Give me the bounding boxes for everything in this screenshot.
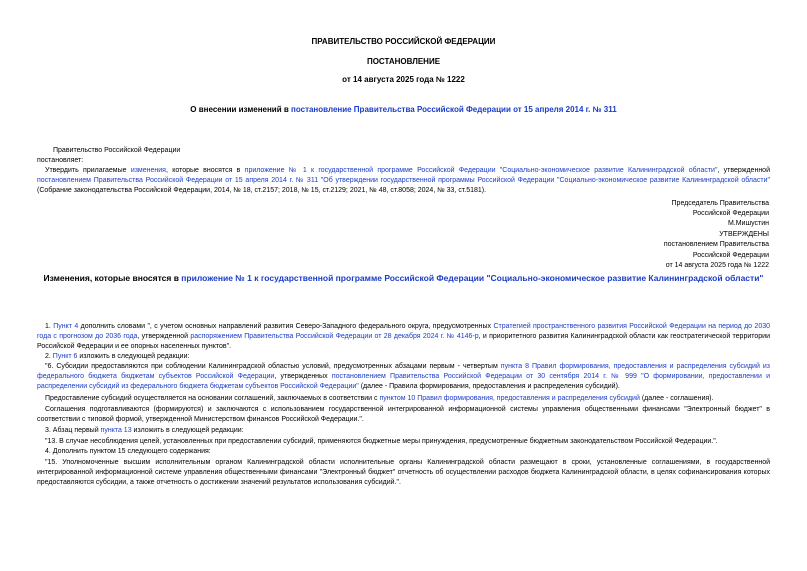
- changes-title-prefix: Изменения, которые вносятся в: [43, 273, 182, 283]
- intro-text-d: (Собрание законодательства Российской Федерации, 2014, № 18, ст.2157; 2018, № 15, ст.2129; 2021, № 48, ст.8058; 2024, № 33, ст.5181).: [37, 187, 487, 194]
- point-6-paragraph-2: [37, 394, 770, 404]
- item-1-text-c: , и приоритетного развития Калининградской области как геостратегической территории Российской Федерации и ее опорных населенных пунктов".: [37, 333, 770, 350]
- item-2-num: 2.: [45, 353, 53, 360]
- point-4-link[interactable]: Пункт 4: [53, 323, 79, 330]
- date-number-heading: от 14 августа 2025 года № 1222: [342, 75, 465, 84]
- subject-prefix: О внесении изменений в: [190, 105, 291, 114]
- point-6-p2-text-b: (далее - соглашения).: [639, 395, 714, 402]
- rules-point-10-link[interactable]: пунктом 10 Правил формирования, предоставления и распределения субсидий: [379, 395, 640, 402]
- intro-paragraph: [37, 166, 770, 196]
- item-3-text-a: 3. Абзац первый: [45, 427, 101, 434]
- changes-title-link[interactable]: приложение № 1 к государственной программе Российской Федерации "Социально-экономическое развитие Калининградской области": [181, 273, 764, 283]
- item-3-text-b: изложить в следующей редакции:: [131, 427, 244, 434]
- signature-position: Председатель Правительства: [671, 200, 769, 207]
- resolution-311-link[interactable]: постановлением Правительства Российской Федерации от 15 апреля 2014 г. № 311 "Об утверждении государственной программы Российской Федерации "Социально-экономическое развитие Калининградской области": [37, 177, 770, 184]
- resolution-999-link[interactable]: постановлением Правительства Российской Федерации от 30 сентября 2014 г. № 999 "О формировании, предоставлении и распределении субсидий из федерального бюджета бюджетам субъектов Российской Федерации": [37, 373, 771, 390]
- point-6-paragraph-3: Соглашения подготавливаются (формируются) и заключаются с использованием государственной интегрированной информационной системы управления общественными финансами "Электронный бюджет" в соответствии с типовой формой, утвержденной Министерством финансов Российской Федерации.".: [37, 406, 770, 423]
- intro-line-1: Правительство Российской Федерации: [53, 147, 181, 154]
- item-4: 4. Дополнить пунктом 15 следующего содержания:: [45, 448, 211, 455]
- intro-text-b: , которые вносятся в: [165, 167, 245, 174]
- appendix-link[interactable]: приложение № 1 к государственной программе Российской Федерации "Социально-экономическое развитие Калининградской области": [244, 167, 718, 174]
- point-6-p2-text-a: Предоставление субсидий осуществляется на основании соглашений, заключаемых в соответствии с: [45, 395, 380, 402]
- changes-link[interactable]: изменения: [130, 167, 166, 174]
- point-13-link[interactable]: пункта 13: [100, 427, 132, 434]
- changes-title: [37, 273, 770, 284]
- point-15-text: "15. Уполномоченные высшим исполнительным органом Калининградской области исполнительные органы Калининградской области размещают в сроки, установленные соглашениями, в государственной интегрированной информационной системе управления общественными финансами "Электронный бюджет" отчетность об осуществлении расходов бюджета Калининградской области, в целях софинансирования которых предоставляются субсидии, а также отчетность о достижении значений результатов использования субсидий.".: [37, 459, 770, 486]
- point-6-text-a: "6. Субсидии предоставляются при соблюдении Калининградской областью условий, предусмотренных абзацами первым - четвертым: [45, 363, 501, 370]
- intro-text-a: Утвердить прилагаемые: [45, 167, 131, 174]
- org-heading: ПРАВИТЕЛЬСТВО РОССИЙСКОЙ ФЕДЕРАЦИИ: [311, 37, 496, 46]
- item-1-text-a: дополнить словами ", с учетом основных направлений развития Северо-Западного федерального округа, предусмотренных: [78, 323, 494, 330]
- point-6-text-b: , утвержденных: [274, 373, 332, 380]
- item-3: [37, 426, 770, 436]
- approved-label: УТВЕРЖДЕНЫ: [719, 231, 769, 238]
- intro-text-c: , утвержденной: [717, 167, 770, 174]
- signature-name: М.Мишустин: [727, 220, 769, 227]
- strategy-link[interactable]: Стратегией пространственного развития Российской Федерации на период до 2030 года с прогнозом до 2036 года: [37, 323, 771, 340]
- approved-org: Российской Федерации: [692, 252, 769, 259]
- point-6-text-c: (далее - Правила формирования, предоставления и распределения субсидий).: [358, 383, 620, 390]
- point-6-link[interactable]: Пункт 6: [52, 353, 78, 360]
- item-1-text-b: , утвержденной: [137, 333, 191, 340]
- rules-point-8-link[interactable]: пункта 8 Правил формирования, предоставления и распределения субсидий из федерального бюджета бюджетам субъектов Российской Федерации: [37, 363, 770, 380]
- subject-heading: [0, 105, 807, 115]
- approved-date: от 14 августа 2025 года № 1222: [665, 262, 769, 269]
- signature-org: Российской Федерации: [692, 210, 769, 217]
- approved-by: постановлением Правительства: [663, 241, 769, 248]
- intro-line-2: постановляет:: [37, 157, 84, 164]
- doc-type-heading: ПОСТАНОВЛЕНИЕ: [366, 57, 441, 66]
- point-13-text: "13. В случае несоблюдения целей, установленных при предоставлении субсидий, применяются бюджетные меры принуждения, предусмотренные бюджетным законодательством Российской Федерации.".: [45, 438, 718, 445]
- item-2: [37, 352, 770, 362]
- item-1: [37, 322, 770, 352]
- subject-link[interactable]: постановление Правительства Российской Федерации от 15 апреля 2014 г. № 311: [291, 105, 617, 114]
- point-6-text: [37, 362, 770, 392]
- order-4146-link[interactable]: распоряжением Правительства Российской Федерации от 28 декабря 2024 г. № 4146-р: [190, 333, 479, 340]
- item-2-text: изложить в следующей редакции:: [77, 353, 190, 360]
- item-1-num: 1.: [45, 323, 54, 330]
